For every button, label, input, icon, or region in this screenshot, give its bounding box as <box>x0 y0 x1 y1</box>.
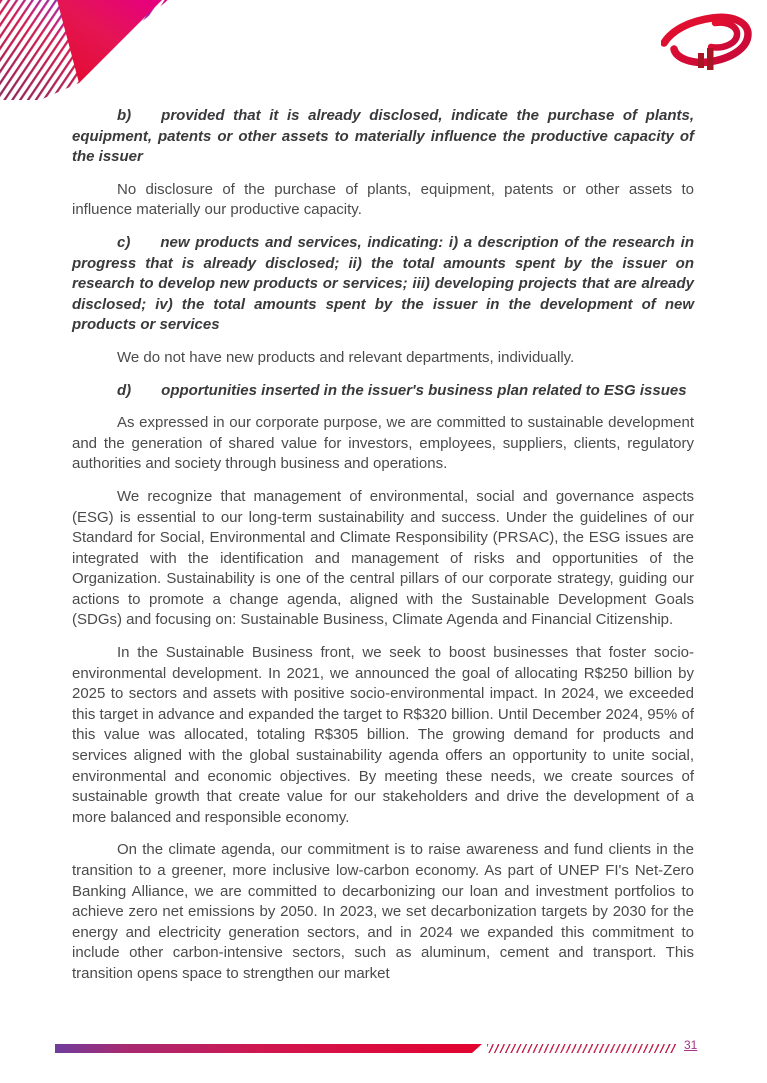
footer-hatch-stripes <box>487 1044 676 1053</box>
paragraph: We recognize that management of environmental, social and governance aspects (ESG) is essential to our long-term sustainability and success. Under the guidelines of our Standard for Social, Environmental and Climate Responsibility (PRSAC), the ESG issues are integrated with the identification and management of risks and opportunities of the Organization. Sustainability is one of the central pillars of our corporate strategy, guiding our actions to promote a change agenda, aligned with the Sustainable Development Goals (SDGs) and focusing on: Sustainable Business, Climate Agenda and Financial Citizenship. <box>72 487 694 629</box>
paragraph: As expressed in our corporate purpose, we are committed to sustainable development and the generation of shared value for investors, employees, suppliers, clients, regulatory authorities and society through business and operations. <box>72 414 694 473</box>
paragraph: We do not have new products and relevant departments, individually. <box>117 348 575 366</box>
header-decoration <box>0 0 250 100</box>
paragraph: On the climate agenda, our commitment is to raise awareness and fund clients in the transition to a greener, more inclusive low-carbon economy. As part of UNEP FI's Net-Zero Banking Alliance, we are committed to decarbonizing our loan and investment portfolios to achieve zero net emissions by 2050. In 2023, we set decarbonization targets by 2030 for the energy and electricity generation sectors, and in 2024 we expanded this commitment to include other carbon-intensive sectors, such as aluminum, cement and transport. This transition opens space to strengthen our market <box>72 841 694 982</box>
paragraph: In the Sustainable Business front, we seek to boost businesses that foster socio-environmental development. In 2021, we announced the goal of allocating R$250 billion by 2025 to sectors and assets with positive socio-environmental impact. In 2024, we exceeded this target in advance and expanded the target to R$320 billion. Until December 2024, 95% of this value was allocated, totaling R$305 billion. The growing demand for products and services aligned with the global sustainability agenda offers an opportunity to unite social, environmental and economic objectives. By meeting these needs, we create sources of sustainable growth that create value for our stakeholders and drive the development of a more balanced and responsible economy. <box>72 644 694 826</box>
heading-label: d) <box>117 381 132 399</box>
paragraph: No disclosure of the purchase of plants, equipment, patents or other assets to influence materially our productive capacity. <box>72 180 694 219</box>
bradesco-logo-icon <box>661 8 753 90</box>
footer-gradient-bar <box>55 1044 482 1053</box>
page-number-link[interactable]: 31 <box>684 1038 698 1052</box>
heading-text: opportunities inserted in the issuer's business plan related to ESG issues <box>161 381 687 399</box>
heading-item-b <box>72 106 694 168</box>
heading-text: provided that it is already disclosed, indicate the purchase of plants, equipment, patents or other assets to materially influence the productive capacity of the issuer <box>72 107 694 166</box>
heading-label: b) <box>117 107 132 124</box>
heading-item-d <box>72 381 694 402</box>
heading-item-c <box>72 233 694 336</box>
document-body <box>72 106 694 997</box>
heading-text: new products and services, indicating: i) a description of the research in progress that is already disclosed; ii) the total amounts spent by the issuer on research to develop new products or services; iii) developing projects that are already disclosed; iv) the total amounts spent by the issuer in the development of new products or services <box>72 233 694 334</box>
heading-label: c) <box>117 233 131 251</box>
